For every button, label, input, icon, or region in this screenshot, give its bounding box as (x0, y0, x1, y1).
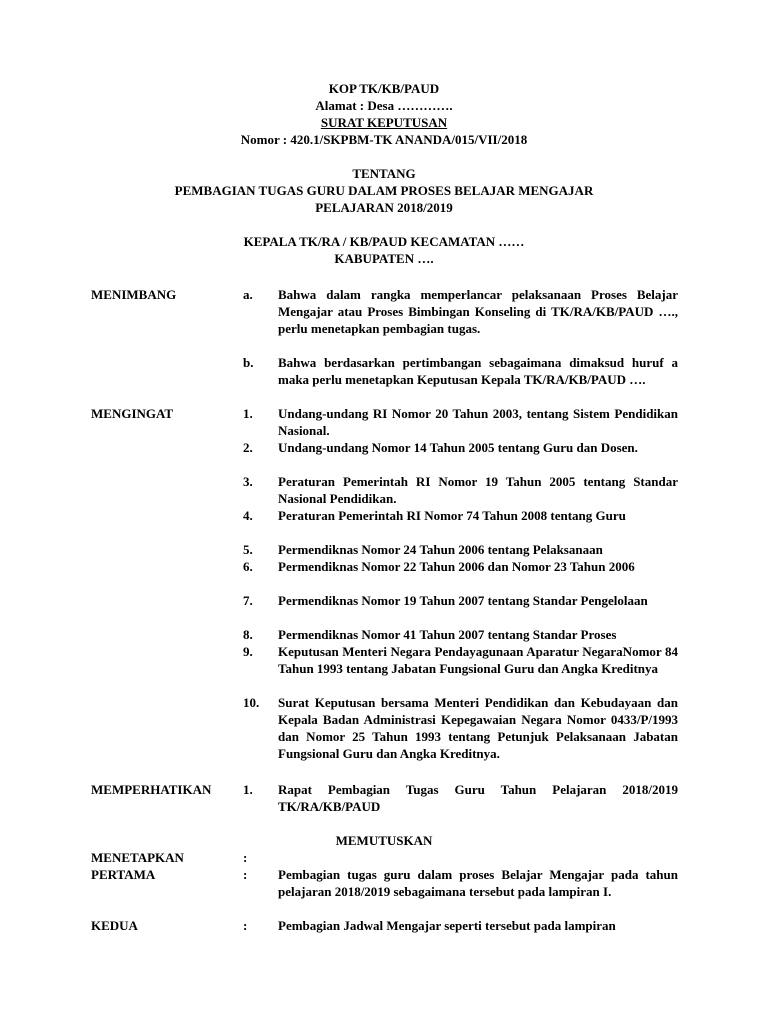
item-text: Peraturan Pemerintah RI Nomor 74 Tahun 2008 tentang Guru (278, 508, 626, 523)
mengingat-label: MENGINGAT (91, 406, 174, 421)
colon: : (243, 867, 248, 882)
item-text: Surat Keputusan bersama Menteri Pendidikan dan Kebudayaan dan Kepala Badan Administrasi Kepegawaian Negara Nomor 0433/P/1993 dan Nomor 25 Tahun 1993 tentang Petunjuk Pelaksanaan Jabatan Fungsional Guru dan Angka Kreditnya. (278, 695, 678, 761)
item-number: a. (243, 287, 253, 302)
item-number: 6. (243, 559, 253, 574)
kedua-label: KEDUA (91, 918, 138, 933)
menimbang-label: MENIMBANG (91, 287, 177, 302)
item-number: 5. (243, 542, 253, 557)
decree-title: SURAT KEPUTUSAN (320, 115, 448, 130)
address-line: Alamat : Desa …………. (315, 98, 453, 113)
item-number: 4. (243, 508, 253, 523)
item-number: 3. (243, 474, 253, 489)
subject-year: PELAJARAN 2018/2019 (315, 200, 453, 215)
item-text: Permendiknas Nomor 22 Tahun 2006 dan Nomor 23 Tahun 2006 (278, 559, 635, 574)
menetapkan-label: MENETAPKAN (91, 850, 184, 865)
item-text: Undang-undang Nomor 14 Tahun 2005 tentang Guru dan Dosen. (278, 440, 638, 455)
issuer-district: KABUPATEN …. (334, 251, 434, 266)
subject-title: PEMBAGIAN TUGAS GURU DALAM PROSES BELAJAR MENGAJAR (174, 183, 594, 198)
subject-heading: TENTANG (352, 166, 416, 181)
item-number: 9. (243, 644, 253, 659)
item-text: Keputusan Menteri Negara Pendayagunaan Aparatur NegaraNomor 84 Tahun 1993 tentang Jabatan Fungsional Guru dan Angka Kreditnya (278, 644, 678, 676)
item-text: Permendiknas Nomor 41 Tahun 2007 tentang Standar Proses (278, 627, 617, 642)
issuer-line: KEPALA TK/RA / KB/PAUD KECAMATAN …… (243, 234, 525, 249)
item-number: 10. (243, 695, 260, 710)
memperhatikan-label: MEMPERHATIKAN (91, 782, 212, 797)
memutuskan-heading: MEMUTUSKAN (335, 833, 433, 848)
item-text: Permendiknas Nomor 24 Tahun 2006 tentang Pelaksanaan (278, 542, 603, 557)
colon: : (243, 918, 248, 933)
item-number: 1. (243, 406, 253, 421)
item-number: 7. (243, 593, 253, 608)
pertama-label: PERTAMA (91, 867, 156, 882)
letterhead-title: KOP TK/KB/PAUD (328, 81, 440, 96)
colon: : (243, 850, 248, 865)
item-text: Bahwa berdasarkan pertimbangan sebagaimana dimaksud huruf a maka perlu menetapkan Keputusan Kepala TK/RA/KB/PAUD …. (278, 355, 678, 387)
item-number: 2. (243, 440, 253, 455)
pertama-text: Pembagian tugas guru dalam proses Belajar Mengajar pada tahun pelajaran 2018/2019 sebagaimana tersebut pada lampiran I. (278, 867, 678, 899)
item-text: Rapat Pembagian Tugas Guru Tahun Pelajaran 2018/2019 TK/RA/KB/PAUD (278, 782, 678, 814)
item-text: Peraturan Pemerintah RI Nomor 19 Tahun 2005 tentang Standar Nasional Pendidikan. (278, 474, 678, 506)
item-text: Bahwa dalam rangka memperlancar pelaksanaan Proses Belajar Mengajar atau Proses Bimbingan Konseling di TK/RA/KB/PAUD …., perlu menetapkan pembagian tugas. (278, 287, 678, 336)
letter-header (0, 80, 768, 267)
item-text: Permendiknas Nomor 19 Tahun 2007 tentang Standar Pengelolaan (278, 593, 648, 608)
item-text: Undang-undang RI Nomor 20 Tahun 2003, tentang Sistem Pendidikan Nasional. (278, 406, 678, 438)
item-number: b. (243, 355, 254, 370)
item-number: 8. (243, 627, 253, 642)
item-number: 1. (243, 782, 253, 797)
decree-number: Nomor : 420.1/SKPBM-TK ANANDA/015/VII/2018 (240, 132, 528, 147)
kedua-text: Pembagian Jadwal Mengajar seperti tersebut pada lampiran (278, 918, 616, 933)
